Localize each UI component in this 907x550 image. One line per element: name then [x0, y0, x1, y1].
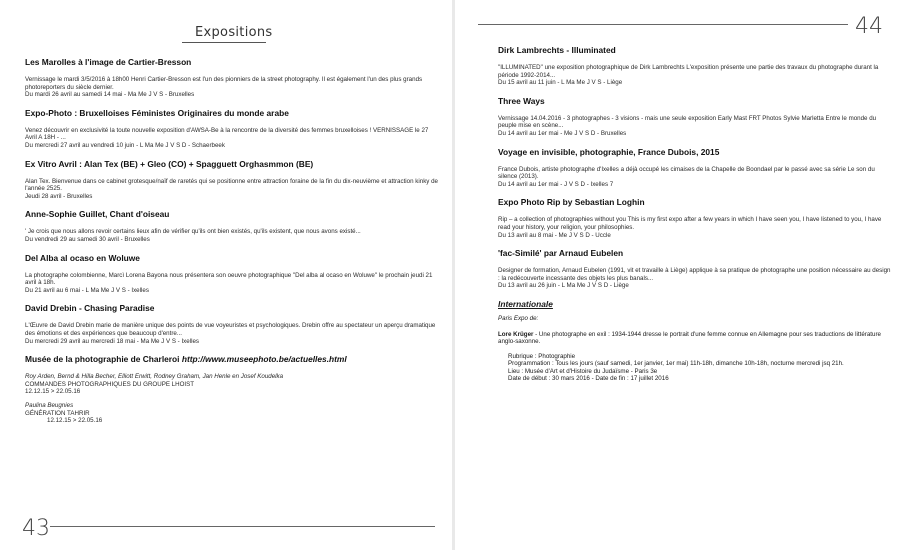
entry-date: Du 15 avril au 11 juin - L Ma Me J V S - Liège [498, 79, 623, 87]
international-subheading: Paris Expo de: [498, 314, 539, 322]
entry-date: Du 14 avril au 1er mai - Me J V S D - Bruxelles [498, 129, 627, 137]
entry-body: Vernissage 14.04.2016 - 3 photographes - 3 visions - mais une seule exposition Early Mast FRT Photos Sylvie Marletta Entre le monde du peuple mise en scène... [498, 114, 877, 130]
entry-body: "ILLUMINATED" une exposition photographique de Dirk Lambrechts L'exposition présente une partie des travaux du photographe durant la période 1992-2014... [498, 64, 879, 79]
international-text: - Une photographe en exil : 1934-1944 dresse le portrait d'une femme connue en Allemagne pour ses traductions de littérature anglo-saxonne. [498, 330, 881, 346]
entry-title: Dirk Lambrechts - Illuminated [498, 45, 616, 55]
left-page [0, 0, 452, 550]
entry-body: La photographe colombienne, Marcì Lorena Bayona nous présentera son oeuvre photographique "Del alba al ocaso en Woluwe" le prochain jeudi 21 avril à 18h. [25, 271, 433, 287]
footer-rule [50, 526, 435, 527]
musee-artists: Roy Arden, Bernd & Hilla Becher, Elliott Erwitt, Rodney Graham, Jan Henle en Josef Koudelka [25, 373, 284, 381]
page-title: Expositions [195, 25, 273, 40]
exhibition-entry [25, 159, 440, 201]
entry-date: Du mercredi 29 avril au mercredi 18 mai - Ma Me J V S - Ixelles [25, 337, 199, 345]
header-rule [478, 24, 848, 25]
entry-body: France Dubois, artiste photographe d'Ixelles a déjà occupé les cimaises de la Chapelle de Boondael par le passé avec sa série Le son du silence (2013). [498, 165, 875, 181]
page-number: 44 [855, 14, 883, 39]
entry-body: L'Œuvre de David Drebin marie de manière unique des points de vue voyeuristes et psychologiques. Drebin offre au spectateur un aperçu dramatique des émotions et des expériences que beaucoup d'entre... [25, 322, 436, 337]
international-dates: Date de début : 30 mars 2016 - Date de fin : 17 juillet 2016 [508, 375, 669, 383]
entry-title: Three Ways [498, 95, 545, 106]
entry-date: Du 13 avril au 8 mai - Me J V S D - Uccle [498, 231, 611, 239]
entry-date: Du mercredi 27 avril au vendredi 10 juin - L Ma Me J V S D - Schaerbeek [25, 141, 225, 149]
entry-body: Vernissage le mardi 3/5/2016 à 18h00 Henri Cartier-Bresson est l'un des pionniers de la street photography. Il est également l'un des plus grands photoreporters du siècle dernier. [25, 76, 423, 91]
right-column [498, 45, 893, 383]
international-section [498, 299, 893, 383]
international-rubrique: Rubrique : Photographie [508, 352, 576, 360]
international-artist: Lore Krüger [498, 330, 534, 338]
entry-title: Anne-Sophie Guillet, Chant d'oiseau [25, 209, 170, 220]
title-underline [182, 42, 266, 43]
entry-body: Rip – a collection of photographies without you This is my first expo after a few years in which I have seen you, I have listened to you, I have read your history, your religion, your philosophies. [498, 216, 882, 231]
musee-name: Musée de la photographie de Charleroi [25, 354, 180, 365]
musee-url-link[interactable]: http://www.museephoto.be/actuelles.html [181, 354, 347, 365]
international-lieu: Lieu : Musée d'Art et d'Histoire du Judaïsme - Paris 3e [508, 367, 658, 375]
exhibition-entry [25, 303, 440, 345]
entry-date: Du mardi 26 avril au samedi 14 mai - Ma Me J V S - Bruxelles [25, 91, 195, 99]
exhibition-entry [25, 108, 440, 150]
entry-date: Du vendredi 29 au samedi 30 avril - Bruxelles [25, 235, 150, 243]
entry-title: Expo-Photo : Bruxelloises Féministes Originaires du monde arabe [25, 107, 289, 118]
entry-title: Del Alba al ocaso en Woluwe [25, 252, 140, 263]
musee-show: COMMANDES PHOTOGRAPHIQUES DU GROUPE LHOIST [25, 380, 195, 388]
exhibition-entry [498, 197, 893, 239]
exhibition-entry [498, 147, 893, 189]
entry-title: David Drebin - Chasing Paradise [25, 303, 155, 314]
exhibition-entry [25, 209, 440, 243]
musee-dates: 12.12.15 > 22.05.16 [25, 387, 81, 395]
international-heading: Internationale [498, 298, 553, 309]
entry-body: ' Je crois que nous allons revoir certains lieux afin de vérifier qu'ils ont bien existés, qu'ils existent, que nous avons existé... [25, 228, 361, 236]
international-description [498, 331, 893, 346]
entry-title: Voyage en invisible, photographie, France Dubois, 2015 [498, 146, 720, 157]
exhibition-entry [498, 96, 893, 138]
entry-body: Venez découvrir en exclusivité la toute nouvelle exposition d'AWSA-Be à la rencontre de la diversité des femmes bruxelloises ! VERNISSAGE le 27 Avril A 18H - ... [25, 126, 429, 142]
entry-title: Ex Vitro Avril : Alan Tex (BE) + Gleo (CO) + Spagguett Orghasmmon (BE) [25, 158, 314, 169]
musee-artist: Paulina Beugnies [25, 402, 74, 410]
entry-title: Expo Photo Rip by Sebastian Loghin [498, 197, 645, 208]
left-column [25, 57, 440, 434]
exhibition-entry [498, 45, 893, 87]
entry-title: Les Marolles à l'image de Cartier-Bresson [25, 57, 192, 67]
exhibition-entry [25, 253, 440, 295]
musee-section [25, 354, 440, 424]
entry-date: Jeudi 28 avril - Bruxelles [25, 192, 93, 200]
international-programmation: Programmation : Tous les jours (sauf samedi, 1er janvier, 1er mai) 11h-18h, dimanche 10h-18h, nocturne mercredi jsq 21h. [508, 360, 844, 368]
right-page [455, 0, 907, 550]
musee-show: GÉNÉRATION TAHRIR [25, 409, 90, 417]
exhibition-entry [25, 57, 440, 99]
entry-date: Du 13 avril au 26 juin - L Ma Me J V S D - Liège [498, 282, 629, 290]
exhibition-entry [498, 248, 893, 290]
entry-title: 'fac-Similé' par Arnaud Eubelen [498, 248, 624, 259]
page-number: 43 [22, 516, 50, 541]
entry-body: Designer de formation, Arnaud Eubelen (1991, vit et travaille à Liège) applique à sa pratique de photographe une position nécessaire au design : la redécouverte incessante des objets les plus banals... [498, 267, 891, 282]
musee-title [25, 354, 440, 364]
entry-body: Alan Tex. Bienvenue dans ce cabinet grotesque/naïf de raretés qui se positionne entre attraction foraine de la fin du dix-neuvième et attraction kinky de l'année 2525. [25, 177, 438, 193]
musee-dates: 12.12.15 > 22.05.16 [47, 417, 103, 425]
entry-date: Du 21 avril au 6 mai - L Ma Me J V S - Ixelles [25, 286, 149, 294]
entry-date: Du 14 avril au 1er mai - J V S D - Ixelles 7 [498, 180, 614, 188]
